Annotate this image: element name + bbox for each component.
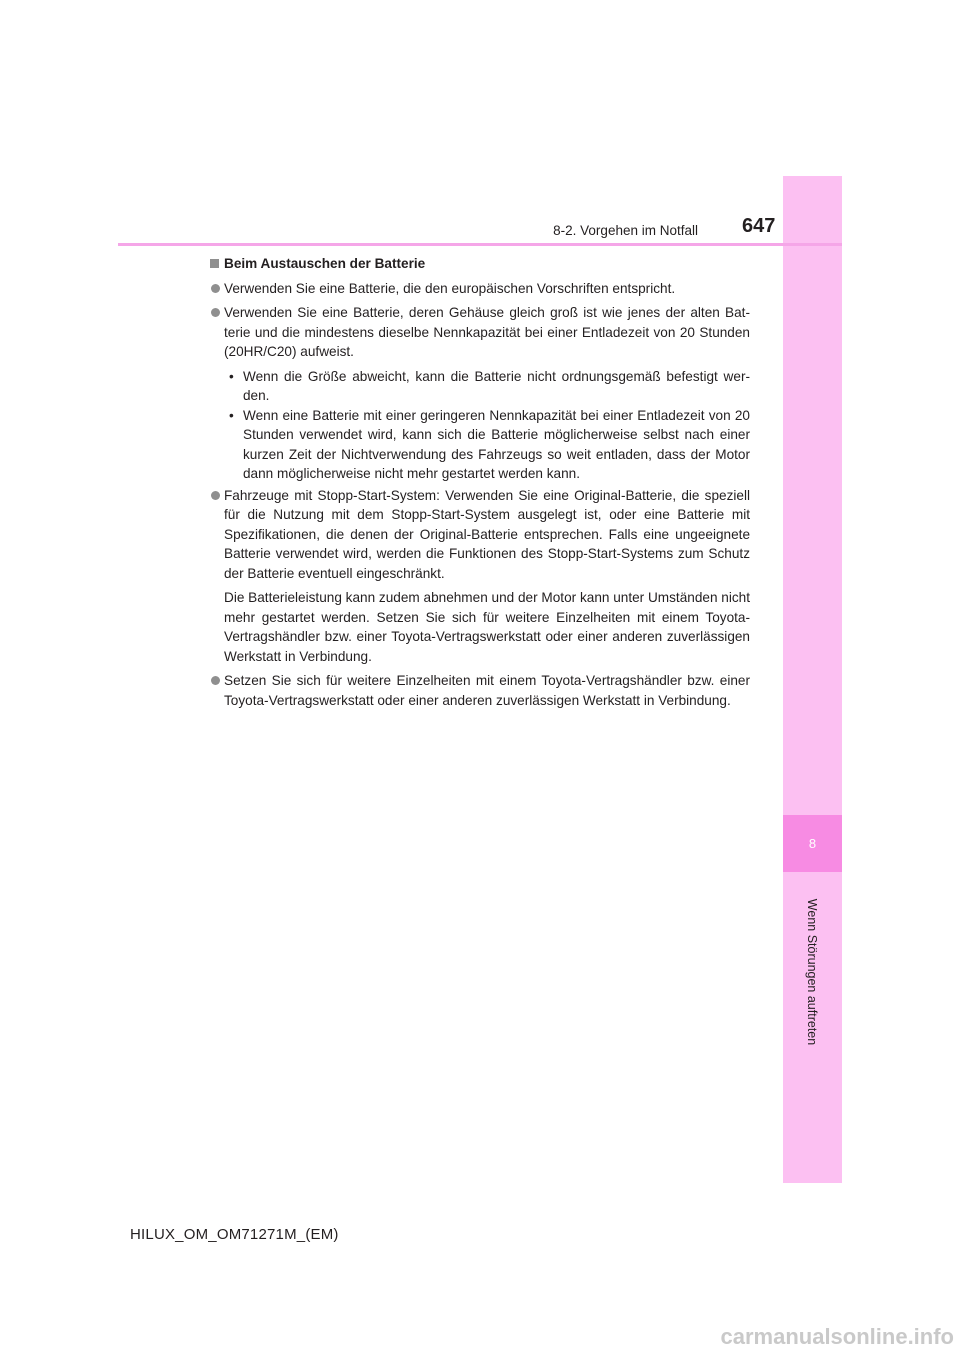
section-heading	[210, 254, 750, 274]
header-section-title: 8-2. Vorgehen im Notfall	[553, 223, 698, 238]
chapter-title: Wenn Störungen auftreten	[805, 898, 819, 1046]
chapter-number-tab: 8	[783, 815, 842, 872]
bullet-item	[210, 303, 750, 362]
page-number: 647	[742, 215, 776, 237]
document-id: HILUX_OM_OM71271M_(EM)	[130, 1226, 339, 1243]
sub-item-text: Wenn die Größe abweicht, kann die Batterie nicht ordnungsgemäß befestigt werden.	[243, 368, 750, 403]
sub-list	[224, 367, 750, 484]
watermark-logo: carmanualsonline.info	[720, 1324, 954, 1349]
bullet-text: Verwenden Sie eine Batterie, die den europäischen Vorschriften entspricht.	[224, 280, 676, 296]
circle-bullet-icon	[211, 676, 220, 685]
bullet-item	[210, 486, 750, 584]
bullet-text: Verwenden Sie eine Batterie, deren Gehäuse gleich groß ist wie jenes der alten Batterie und die mindestens dieselbe Nennkapazität bei einer Entladezeit von 20 Stunden (20HR/C20) aufweist.	[224, 305, 750, 359]
bullet-text: Fahrzeuge mit Stopp-Start-System: Verwenden Sie eine Original-Batterie, die speziell für die Nutzung mit dem Stopp-Start-System ausgelegt ist, oder eine Batterie mit Spezifikationen, die denen der Original-Batterie entsprechen. Falls eine ungeeignete Batterie verwendet wird, werden die Funktionen des Stopp-Start-Systems zum Schutz der Batterie eventuell eingeschränkt.	[224, 487, 750, 581]
section-heading-text: Beim Austauschen der Batterie	[224, 256, 426, 271]
header-rule	[118, 243, 842, 246]
dot-marker-icon: •	[229, 407, 234, 423]
page-content	[210, 254, 750, 715]
bullet-item	[210, 279, 750, 299]
bullet-text: Setzen Sie sich für weitere Einzelheiten mit einem Toyota-Vertragshändler bzw. einer Toyota-Vertragswerkstatt oder einer anderen zuverlässigen Werkstatt in Verbindung.	[224, 673, 750, 708]
circle-bullet-icon	[211, 284, 220, 293]
sub-list-item	[224, 406, 750, 484]
dot-marker-icon: •	[229, 368, 234, 384]
square-bullet-icon	[210, 259, 219, 268]
circle-bullet-icon	[211, 491, 220, 500]
sub-item-text: Wenn eine Batterie mit einer geringeren Nennkapazität bei einer Entladezeit von 20 Stunden verwendet wird, kann sich die Batterie möglicherweise selbst nach einer kurzen Zeit der Nichtverwendung des Fahrzeugs so weit entladen, dass der Motor dann möglicherweise nicht mehr gestartet werden kann.	[243, 407, 750, 481]
sub-list-item	[224, 367, 750, 406]
bullet-paragraph: Die Batterieleistung kann zudem abnehmen und der Motor kann unter Umständen nicht mehr gestartet werden. Setzen Sie sich für weitere Einzelheiten mit einem Toyota-Vertragshändler bzw. einer Toyota-Vertragswerkstatt oder einer anderen zuverlässigen Werkstatt in Verbindung.	[224, 590, 750, 664]
bullet-item	[210, 671, 750, 710]
circle-bullet-icon	[211, 308, 220, 317]
